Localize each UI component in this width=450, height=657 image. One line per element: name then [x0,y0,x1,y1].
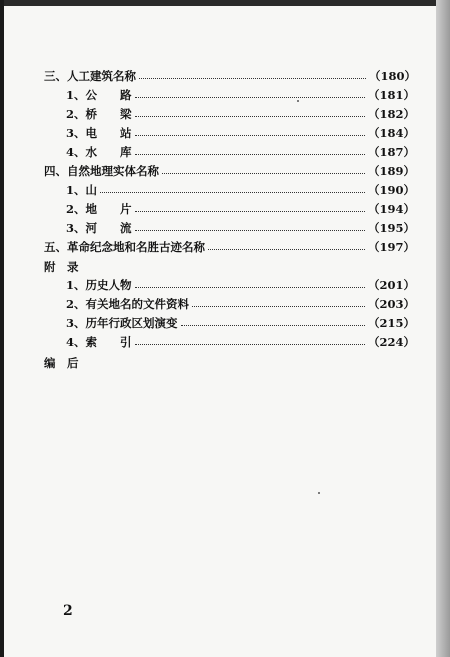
toc-entry[interactable] [44,239,415,255]
toc-entry[interactable] [44,68,416,84]
print-speck [297,100,299,102]
toc-entry-page: （190） [367,183,415,197]
toc-entry-title: 3、河 流 [66,221,132,235]
toc-entry[interactable] [66,106,415,122]
toc-leader-dots [139,78,366,79]
appendix-heading: 附 录 [44,260,79,274]
toc-entry[interactable] [66,125,415,141]
toc-entry-title: 四、自然地理实体名称 [44,164,159,178]
toc-entry-page: （197） [367,240,415,254]
toc-entry-page: （187） [367,145,415,159]
toc-entry-title: 1、公 路 [66,88,132,102]
toc-entry-page: （184） [367,126,415,140]
toc-entry-title: 2、地 片 [66,202,132,216]
toc-entry[interactable] [44,163,415,179]
page-edge-top [0,0,450,6]
toc-entry-page: （215） [367,316,415,330]
toc-entry[interactable] [66,315,415,331]
toc-entry-page: （203） [367,297,415,311]
toc-entry-page: （180） [368,69,416,83]
toc-leader-dots [135,344,365,345]
toc-entry-page: （201） [367,278,415,292]
toc-entry-page: （224） [367,335,415,349]
toc-entry-page: （182） [367,107,415,121]
toc-entry-title: 1、历史人物 [66,278,132,292]
toc-leader-dots [100,192,365,193]
toc-leader-dots [192,306,365,307]
toc-entry[interactable] [66,296,415,312]
page-edge-right [436,0,450,657]
toc-entry-page: （181） [367,88,415,102]
toc-entry-title: 4、水 库 [66,145,132,159]
toc-entry-page: （189） [367,164,415,178]
toc-entry-title: 3、历年行政区划演变 [66,316,178,330]
toc-entry[interactable] [66,201,415,217]
toc-entry-title: 2、有关地名的文件资料 [66,297,190,311]
toc-entry-page: （195） [367,221,415,235]
toc-leader-dots [208,249,365,250]
toc-leader-dots [135,230,365,231]
toc-entry-title: 1、山 [66,183,98,197]
toc-entry-title: 三、人工建筑名称 [44,69,136,83]
toc-leader-dots [135,154,365,155]
toc-entry[interactable] [66,220,415,236]
toc-entry-page: （194） [367,202,415,216]
toc-entry[interactable] [66,334,415,350]
toc-leader-dots [135,116,365,117]
toc-entry[interactable] [66,87,415,103]
toc-leader-dots [181,325,365,326]
toc-leader-dots [135,135,365,136]
toc-entry-title: 4、索 引 [66,335,132,349]
toc-entry[interactable] [66,182,415,198]
page-edge-left [0,0,4,657]
afterword-heading: 编 后 [44,356,79,370]
print-speck [318,492,320,494]
toc-entry-title: 3、电 站 [66,126,132,140]
toc-entry[interactable] [66,144,415,160]
toc-entry-title: 五、革命纪念地和名胜古迹名称 [44,240,205,254]
page-number: 2 [63,603,73,619]
toc-leader-dots [135,211,365,212]
toc-leader-dots [135,97,365,98]
toc-entry[interactable] [66,277,415,293]
toc-entry-title: 2、桥 梁 [66,107,132,121]
toc-leader-dots [162,173,365,174]
toc-leader-dots [135,287,365,288]
